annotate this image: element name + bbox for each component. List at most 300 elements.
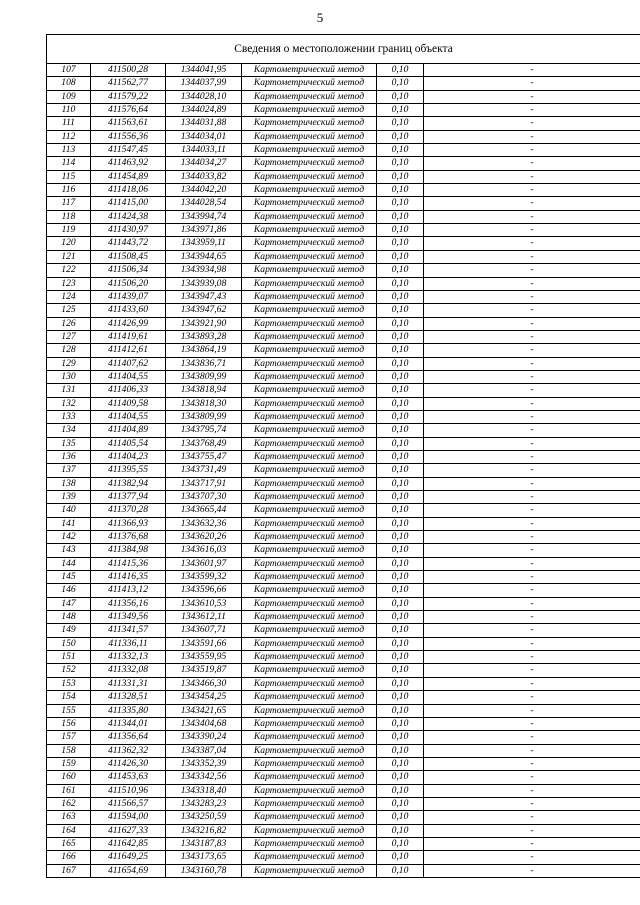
point-number-cell: 133 — [47, 410, 91, 423]
accuracy-cell: 0,10 — [377, 531, 424, 544]
description-cell: - — [424, 757, 640, 770]
table-row — [47, 264, 640, 277]
accuracy-cell: 0,10 — [377, 410, 424, 423]
accuracy-cell: 0,10 — [377, 691, 424, 704]
accuracy-cell: 0,10 — [377, 77, 424, 90]
description-cell: - — [424, 557, 640, 570]
method-cell: Картометрический метод — [242, 410, 377, 423]
x-coordinate-cell: 411331,31 — [91, 677, 166, 690]
x-coordinate-cell: 411404,55 — [91, 410, 166, 423]
method-cell: Картометрический метод — [242, 437, 377, 450]
table-row — [47, 757, 640, 770]
description-cell: - — [424, 837, 640, 850]
table-row — [47, 450, 640, 463]
y-coordinate-cell: 1343599,32 — [166, 571, 242, 584]
table-row — [47, 384, 640, 397]
accuracy-cell: 0,10 — [377, 64, 424, 77]
y-coordinate-cell: 1343971,86 — [166, 224, 242, 237]
y-coordinate-cell: 1344037,99 — [166, 77, 242, 90]
method-cell: Картометрический метод — [242, 651, 377, 664]
accuracy-cell: 0,10 — [377, 637, 424, 650]
y-coordinate-cell: 1344033,11 — [166, 144, 242, 157]
x-coordinate-cell: 411384,98 — [91, 544, 166, 557]
table-row — [47, 504, 640, 517]
description-cell: - — [424, 304, 640, 317]
method-cell: Картометрический метод — [242, 464, 377, 477]
x-coordinate-cell: 411453,63 — [91, 771, 166, 784]
accuracy-cell: 0,10 — [377, 157, 424, 170]
y-coordinate-cell: 1343616,03 — [166, 544, 242, 557]
x-coordinate-cell: 411576,64 — [91, 104, 166, 117]
description-cell: - — [424, 397, 640, 410]
x-coordinate-cell: 411406,33 — [91, 384, 166, 397]
accuracy-cell: 0,10 — [377, 664, 424, 677]
point-number-cell: 111 — [47, 117, 91, 130]
accuracy-cell: 0,10 — [377, 824, 424, 837]
x-coordinate-cell: 411426,99 — [91, 317, 166, 330]
accuracy-cell: 0,10 — [377, 717, 424, 730]
method-cell: Картометрический метод — [242, 611, 377, 624]
y-coordinate-cell: 1343173,65 — [166, 851, 242, 864]
point-number-cell: 114 — [47, 157, 91, 170]
x-coordinate-cell: 411405,54 — [91, 437, 166, 450]
point-number-cell: 127 — [47, 330, 91, 343]
point-number-cell: 159 — [47, 757, 91, 770]
accuracy-cell: 0,10 — [377, 517, 424, 530]
table-row — [47, 210, 640, 223]
accuracy-cell: 0,10 — [377, 784, 424, 797]
y-coordinate-cell: 1343187,83 — [166, 837, 242, 850]
method-cell: Картометрический метод — [242, 731, 377, 744]
y-coordinate-cell: 1343591,66 — [166, 637, 242, 650]
description-cell: - — [424, 624, 640, 637]
point-number-cell: 120 — [47, 237, 91, 250]
description-cell: - — [424, 611, 640, 624]
x-coordinate-cell: 411413,12 — [91, 584, 166, 597]
accuracy-cell: 0,10 — [377, 184, 424, 197]
point-number-cell: 110 — [47, 104, 91, 117]
accuracy-cell: 0,10 — [377, 224, 424, 237]
table-row — [47, 477, 640, 490]
y-coordinate-cell: 1343454,25 — [166, 691, 242, 704]
point-number-cell: 165 — [47, 837, 91, 850]
section-title: Сведения о местоположении границ объекта — [47, 35, 640, 64]
description-cell: - — [424, 384, 640, 397]
method-cell: Картометрический метод — [242, 531, 377, 544]
description-cell: - — [424, 170, 640, 183]
x-coordinate-cell: 411649,25 — [91, 851, 166, 864]
y-coordinate-cell: 1343795,74 — [166, 424, 242, 437]
method-cell: Картометрический метод — [242, 104, 377, 117]
method-cell: Картометрический метод — [242, 504, 377, 517]
y-coordinate-cell: 1343318,40 — [166, 784, 242, 797]
accuracy-cell: 0,10 — [377, 197, 424, 210]
description-cell: - — [424, 237, 640, 250]
point-number-cell: 143 — [47, 544, 91, 557]
y-coordinate-cell: 1343632,36 — [166, 517, 242, 530]
description-cell: - — [424, 250, 640, 263]
table-row — [47, 290, 640, 303]
description-cell: - — [424, 330, 640, 343]
point-number-cell: 164 — [47, 824, 91, 837]
table-row — [47, 704, 640, 717]
method-cell: Картометрический метод — [242, 77, 377, 90]
x-coordinate-cell: 411506,34 — [91, 264, 166, 277]
description-cell: - — [424, 744, 640, 757]
description-cell: - — [424, 317, 640, 330]
table-row — [47, 651, 640, 664]
table-row — [47, 437, 640, 450]
x-coordinate-cell: 411412,61 — [91, 344, 166, 357]
y-coordinate-cell: 1343836,71 — [166, 357, 242, 370]
x-coordinate-cell: 411377,94 — [91, 491, 166, 504]
description-cell: - — [424, 224, 640, 237]
method-cell: Картометрический метод — [242, 450, 377, 463]
table-row — [47, 611, 640, 624]
method-cell: Картометрический метод — [242, 797, 377, 810]
x-coordinate-cell: 411356,64 — [91, 731, 166, 744]
description-cell: - — [424, 664, 640, 677]
point-number-cell: 152 — [47, 664, 91, 677]
x-coordinate-cell: 411418,06 — [91, 184, 166, 197]
accuracy-cell: 0,10 — [377, 237, 424, 250]
description-cell: - — [424, 651, 640, 664]
table-row — [47, 304, 640, 317]
method-cell: Картометрический метод — [242, 210, 377, 223]
accuracy-cell: 0,10 — [377, 504, 424, 517]
description-cell: - — [424, 410, 640, 423]
y-coordinate-cell: 1343601,97 — [166, 557, 242, 570]
accuracy-cell: 0,10 — [377, 677, 424, 690]
x-coordinate-cell: 411415,36 — [91, 557, 166, 570]
y-coordinate-cell: 1343809,99 — [166, 370, 242, 383]
point-number-cell: 109 — [47, 90, 91, 103]
x-coordinate-cell: 411579,22 — [91, 90, 166, 103]
method-cell: Картометрический метод — [242, 744, 377, 757]
accuracy-cell: 0,10 — [377, 170, 424, 183]
table-row — [47, 531, 640, 544]
accuracy-cell: 0,10 — [377, 464, 424, 477]
point-number-cell: 119 — [47, 224, 91, 237]
y-coordinate-cell: 1343818,30 — [166, 397, 242, 410]
description-cell: - — [424, 531, 640, 544]
point-number-cell: 130 — [47, 370, 91, 383]
description-cell: - — [424, 450, 640, 463]
point-number-cell: 138 — [47, 477, 91, 490]
accuracy-cell: 0,10 — [377, 851, 424, 864]
description-cell: - — [424, 64, 640, 77]
table-row — [47, 64, 640, 77]
table-row — [47, 517, 640, 530]
table-row — [47, 571, 640, 584]
point-number-cell: 160 — [47, 771, 91, 784]
accuracy-cell: 0,10 — [377, 304, 424, 317]
y-coordinate-cell: 1343596,66 — [166, 584, 242, 597]
x-coordinate-cell: 411335,80 — [91, 704, 166, 717]
x-coordinate-cell: 411349,56 — [91, 611, 166, 624]
point-number-cell: 141 — [47, 517, 91, 530]
x-coordinate-cell: 411563,61 — [91, 117, 166, 130]
y-coordinate-cell: 1343665,44 — [166, 504, 242, 517]
table-row — [47, 237, 640, 250]
description-cell: - — [424, 424, 640, 437]
y-coordinate-cell: 1343818,94 — [166, 384, 242, 397]
point-number-cell: 135 — [47, 437, 91, 450]
table-row — [47, 250, 640, 263]
table-row — [47, 357, 640, 370]
table-row — [47, 317, 640, 330]
x-coordinate-cell: 411356,16 — [91, 597, 166, 610]
y-coordinate-cell: 1343994,74 — [166, 210, 242, 223]
y-coordinate-cell: 1344028,10 — [166, 90, 242, 103]
y-coordinate-cell: 1343283,23 — [166, 797, 242, 810]
accuracy-cell: 0,10 — [377, 357, 424, 370]
x-coordinate-cell: 411415,00 — [91, 197, 166, 210]
point-number-cell: 142 — [47, 531, 91, 544]
y-coordinate-cell: 1344028,54 — [166, 197, 242, 210]
description-cell: - — [424, 797, 640, 810]
table-row — [47, 144, 640, 157]
point-number-cell: 149 — [47, 624, 91, 637]
x-coordinate-cell: 411439,07 — [91, 290, 166, 303]
description-cell: - — [424, 637, 640, 650]
accuracy-cell: 0,10 — [377, 571, 424, 584]
table-header-row — [47, 35, 640, 64]
point-number-cell: 145 — [47, 571, 91, 584]
x-coordinate-cell: 411328,51 — [91, 691, 166, 704]
description-cell: - — [424, 357, 640, 370]
table-row — [47, 731, 640, 744]
x-coordinate-cell: 411424,38 — [91, 210, 166, 223]
point-number-cell: 126 — [47, 317, 91, 330]
accuracy-cell: 0,10 — [377, 651, 424, 664]
point-number-cell: 154 — [47, 691, 91, 704]
x-coordinate-cell: 411332,13 — [91, 651, 166, 664]
x-coordinate-cell: 411419,61 — [91, 330, 166, 343]
table-row — [47, 837, 640, 850]
accuracy-cell: 0,10 — [377, 330, 424, 343]
table-row — [47, 824, 640, 837]
method-cell: Картометрический метод — [242, 277, 377, 290]
table-row — [47, 77, 640, 90]
table-row — [47, 130, 640, 143]
method-cell: Картометрический метод — [242, 117, 377, 130]
table-row — [47, 771, 640, 784]
method-cell: Картометрический метод — [242, 597, 377, 610]
accuracy-cell: 0,10 — [377, 597, 424, 610]
y-coordinate-cell: 1343612,11 — [166, 611, 242, 624]
accuracy-cell: 0,10 — [377, 744, 424, 757]
point-number-cell: 136 — [47, 450, 91, 463]
method-cell: Картометрический метод — [242, 344, 377, 357]
point-number-cell: 163 — [47, 811, 91, 824]
x-coordinate-cell: 411443,72 — [91, 237, 166, 250]
y-coordinate-cell: 1344041,95 — [166, 64, 242, 77]
x-coordinate-cell: 411407,62 — [91, 357, 166, 370]
point-number-cell: 162 — [47, 797, 91, 810]
table-row — [47, 717, 640, 730]
description-cell: - — [424, 864, 640, 877]
x-coordinate-cell: 411627,33 — [91, 824, 166, 837]
y-coordinate-cell: 1343947,43 — [166, 290, 242, 303]
method-cell: Картометрический метод — [242, 691, 377, 704]
point-number-cell: 121 — [47, 250, 91, 263]
method-cell: Картометрический метод — [242, 811, 377, 824]
point-number-cell: 167 — [47, 864, 91, 877]
x-coordinate-cell: 411430,97 — [91, 224, 166, 237]
method-cell: Картометрический метод — [242, 757, 377, 770]
y-coordinate-cell: 1343352,39 — [166, 757, 242, 770]
accuracy-cell: 0,10 — [377, 370, 424, 383]
method-cell: Картометрический метод — [242, 824, 377, 837]
method-cell: Картометрический метод — [242, 317, 377, 330]
accuracy-cell: 0,10 — [377, 624, 424, 637]
table-row — [47, 851, 640, 864]
x-coordinate-cell: 411382,94 — [91, 477, 166, 490]
description-cell: - — [424, 464, 640, 477]
y-coordinate-cell: 1343559,95 — [166, 651, 242, 664]
table-row — [47, 744, 640, 757]
point-number-cell: 123 — [47, 277, 91, 290]
description-cell: - — [424, 544, 640, 557]
method-cell: Картометрический метод — [242, 664, 377, 677]
table-row — [47, 544, 640, 557]
method-cell: Картометрический метод — [242, 90, 377, 103]
x-coordinate-cell: 411404,55 — [91, 370, 166, 383]
method-cell: Картометрический метод — [242, 624, 377, 637]
y-coordinate-cell: 1343959,11 — [166, 237, 242, 250]
y-coordinate-cell: 1343707,30 — [166, 491, 242, 504]
description-cell: - — [424, 571, 640, 584]
y-coordinate-cell: 1344024,89 — [166, 104, 242, 117]
point-number-cell: 148 — [47, 611, 91, 624]
description-cell: - — [424, 584, 640, 597]
y-coordinate-cell: 1343610,53 — [166, 597, 242, 610]
table-row — [47, 691, 640, 704]
method-cell: Картометрический метод — [242, 184, 377, 197]
description-cell: - — [424, 851, 640, 864]
x-coordinate-cell: 411362,32 — [91, 744, 166, 757]
point-number-cell: 139 — [47, 491, 91, 504]
y-coordinate-cell: 1343864,19 — [166, 344, 242, 357]
y-coordinate-cell: 1343519,87 — [166, 664, 242, 677]
table-row — [47, 664, 640, 677]
description-cell: - — [424, 157, 640, 170]
point-number-cell: 137 — [47, 464, 91, 477]
table-row — [47, 184, 640, 197]
accuracy-cell: 0,10 — [377, 290, 424, 303]
y-coordinate-cell: 1343466,30 — [166, 677, 242, 690]
y-coordinate-cell: 1343342,56 — [166, 771, 242, 784]
description-cell: - — [424, 264, 640, 277]
x-coordinate-cell: 411433,60 — [91, 304, 166, 317]
point-number-cell: 146 — [47, 584, 91, 597]
accuracy-cell: 0,10 — [377, 144, 424, 157]
y-coordinate-cell: 1344033,82 — [166, 170, 242, 183]
method-cell: Картометрический метод — [242, 170, 377, 183]
description-cell: - — [424, 290, 640, 303]
point-number-cell: 151 — [47, 651, 91, 664]
x-coordinate-cell: 411454,89 — [91, 170, 166, 183]
point-number-cell: 113 — [47, 144, 91, 157]
x-coordinate-cell: 411341,57 — [91, 624, 166, 637]
method-cell: Картометрический метод — [242, 517, 377, 530]
point-number-cell: 134 — [47, 424, 91, 437]
accuracy-cell: 0,10 — [377, 250, 424, 263]
y-coordinate-cell: 1343390,24 — [166, 731, 242, 744]
page-number: 5 — [316, 10, 324, 25]
x-coordinate-cell: 411510,96 — [91, 784, 166, 797]
method-cell: Картометрический метод — [242, 677, 377, 690]
accuracy-cell: 0,10 — [377, 384, 424, 397]
method-cell: Картометрический метод — [242, 197, 377, 210]
description-cell: - — [424, 117, 640, 130]
method-cell: Картометрический метод — [242, 144, 377, 157]
y-coordinate-cell: 1343387,04 — [166, 744, 242, 757]
accuracy-cell: 0,10 — [377, 424, 424, 437]
description-cell: - — [424, 597, 640, 610]
point-number-cell: 131 — [47, 384, 91, 397]
description-cell: - — [424, 370, 640, 383]
method-cell: Картометрический метод — [242, 290, 377, 303]
point-number-cell: 118 — [47, 210, 91, 223]
point-number-cell: 116 — [47, 184, 91, 197]
description-cell: - — [424, 144, 640, 157]
x-coordinate-cell: 411426,30 — [91, 757, 166, 770]
table-row — [47, 224, 640, 237]
point-number-cell: 122 — [47, 264, 91, 277]
point-number-cell: 155 — [47, 704, 91, 717]
point-number-cell: 158 — [47, 744, 91, 757]
accuracy-cell: 0,10 — [377, 397, 424, 410]
table-row — [47, 170, 640, 183]
description-cell: - — [424, 704, 640, 717]
x-coordinate-cell: 411376,68 — [91, 531, 166, 544]
point-number-cell: 112 — [47, 130, 91, 143]
description-cell: - — [424, 184, 640, 197]
table-row — [47, 584, 640, 597]
table-row — [47, 117, 640, 130]
description-cell: - — [424, 824, 640, 837]
x-coordinate-cell: 411366,93 — [91, 517, 166, 530]
x-coordinate-cell: 411463,92 — [91, 157, 166, 170]
method-cell: Картометрический метод — [242, 424, 377, 437]
table-row — [47, 90, 640, 103]
method-cell: Картометрический метод — [242, 370, 377, 383]
point-number-cell: 129 — [47, 357, 91, 370]
x-coordinate-cell: 411332,08 — [91, 664, 166, 677]
description-cell: - — [424, 277, 640, 290]
table-row — [47, 491, 640, 504]
method-cell: Картометрический метод — [242, 771, 377, 784]
method-cell: Картометрический метод — [242, 704, 377, 717]
y-coordinate-cell: 1343947,62 — [166, 304, 242, 317]
y-coordinate-cell: 1343934,98 — [166, 264, 242, 277]
description-cell: - — [424, 717, 640, 730]
method-cell: Картометрический метод — [242, 784, 377, 797]
description-cell: - — [424, 491, 640, 504]
method-cell: Картометрический метод — [242, 330, 377, 343]
method-cell: Картометрический метод — [242, 571, 377, 584]
accuracy-cell: 0,10 — [377, 317, 424, 330]
x-coordinate-cell: 411556,36 — [91, 130, 166, 143]
x-coordinate-cell: 411566,57 — [91, 797, 166, 810]
method-cell: Картометрический метод — [242, 357, 377, 370]
y-coordinate-cell: 1344034,01 — [166, 130, 242, 143]
method-cell: Картометрический метод — [242, 717, 377, 730]
method-cell: Картометрический метод — [242, 544, 377, 557]
description-cell: - — [424, 104, 640, 117]
